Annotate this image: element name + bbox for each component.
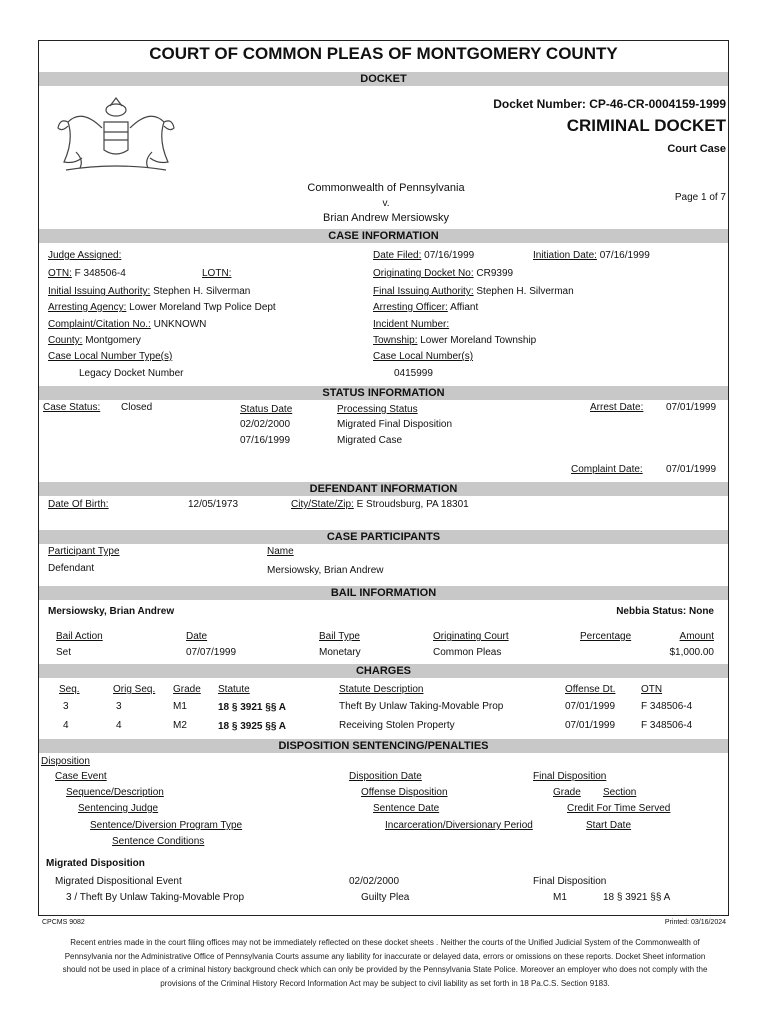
bail-date: 07/07/1999 xyxy=(186,647,237,658)
printed-date: Printed: 03/16/2024 xyxy=(664,919,726,926)
disposition-grade-label: Grade xyxy=(553,787,581,798)
participant-type: Defendant xyxy=(48,563,95,574)
orig-docket-label: Originating Docket No: xyxy=(373,268,474,279)
date-filed-label: Date Filed: xyxy=(373,250,422,261)
complaint-number: UNKNOWN xyxy=(153,319,207,330)
amount-label: Amount xyxy=(679,631,714,642)
event-final-disposition: Final Disposition xyxy=(533,876,607,887)
charge-statute: 18 § 3921 §§ A xyxy=(218,702,287,713)
docket-type: CRIMINAL DOCKET xyxy=(566,116,726,135)
initiation-date: 07/16/1999 xyxy=(599,250,650,261)
start-date-label: Start Date xyxy=(586,820,632,831)
arrest-date: 07/01/1999 xyxy=(666,402,717,413)
initial-authority-label: Initial Issuing Authority: xyxy=(48,286,151,297)
disposition-plea: Guilty Plea xyxy=(361,892,410,903)
case-event-label: Case Event xyxy=(55,771,107,782)
arresting-officer-label: Arresting Officer: xyxy=(373,302,448,313)
program-type-label: Sentence/Diversion Program Type xyxy=(90,820,243,831)
grade-label: Grade xyxy=(173,684,201,695)
sentencing-judge-label: Sentencing Judge xyxy=(78,803,159,814)
status-date-2: 07/16/1999 xyxy=(240,435,291,446)
incarceration-period-label: Incarceration/Diversionary Period xyxy=(385,820,533,831)
dob: 12/05/1973 xyxy=(188,499,239,510)
status-information-bar: STATUS INFORMATION xyxy=(39,386,728,400)
migrated-disposition-title: Migrated Disposition xyxy=(46,858,145,869)
otn-label: OTN: xyxy=(48,268,72,279)
lotn-label: LOTN: xyxy=(202,268,232,279)
township: Lower Moreland Township xyxy=(420,335,537,346)
charge-orig-seq: 4 xyxy=(116,720,122,731)
statute-label: Statute xyxy=(218,684,250,695)
initiation-label: Initiation Date: xyxy=(533,250,597,261)
charge-seq: 4 xyxy=(63,720,69,731)
charge-grade: M2 xyxy=(173,720,187,731)
docket-number: Docket Number: CP-46-CR-0004159-1999 xyxy=(493,97,726,111)
arrest-date-label: Arrest Date: xyxy=(590,402,644,413)
township-label: Township: xyxy=(373,335,418,346)
case-kind: Court Case xyxy=(667,143,726,155)
court-title: COURT OF COMMON PLEAS OF MONTGOMERY COUNTY xyxy=(149,44,618,63)
final-disposition-label: Final Disposition xyxy=(533,771,607,782)
sentence-conditions-label: Sentence Conditions xyxy=(112,836,205,847)
bail-information-bar: BAIL INFORMATION xyxy=(39,586,728,600)
participant-type-label: Participant Type xyxy=(48,546,120,557)
arresting-agency-label: Arresting Agency: xyxy=(48,302,127,313)
status-date-1: 02/02/2000 xyxy=(240,419,291,430)
dispositional-event: Migrated Dispositional Event xyxy=(55,876,182,887)
charge-orig-seq: 3 xyxy=(116,701,122,712)
charge-offense-date: 07/01/1999 xyxy=(565,720,616,731)
orig-docket: CR9399 xyxy=(476,268,514,279)
case-participants-bar: CASE PARTICIPANTS xyxy=(39,530,728,544)
offense-disposition-label: Offense Disposition xyxy=(361,787,448,798)
case-status: Closed xyxy=(121,402,153,413)
local-number: 0415999 xyxy=(394,368,433,379)
sequence-description-label: Sequence/Description xyxy=(66,787,164,798)
county-label: County: xyxy=(48,335,83,346)
processing-status-label: Processing Status xyxy=(337,404,418,415)
initial-authority: Stephen H. Silverman xyxy=(153,286,251,297)
seq-label: Seq. xyxy=(59,684,80,695)
bail-amount: $1,000.00 xyxy=(669,647,714,658)
otn-column-label: OTN xyxy=(641,684,663,695)
county: Montgomery xyxy=(85,335,141,346)
bail-action-label: Bail Action xyxy=(56,631,103,642)
docket-bar: DOCKET xyxy=(39,72,728,86)
arresting-agency: Lower Moreland Twp Police Dept xyxy=(129,302,276,313)
local-type-label: Case Local Number Type(s) xyxy=(48,351,173,362)
local-number-label: Case Local Number(s) xyxy=(373,351,474,362)
disposition-grade: M1 xyxy=(553,892,567,903)
defendant-information-bar: DEFENDANT INFORMATION xyxy=(39,482,728,496)
participant-name: Mersiowsky, Brian Andrew xyxy=(267,565,384,576)
caption-defendant: Brian Andrew Mersiowsky xyxy=(323,212,449,224)
disclaimer-notice: Recent entries made in the court filing offices may not be immediately reflected on these docket sheets . Neither the courts of the Unified Judicial System of the Commonwealth of Pennsylvania nor the Administrative Office of Pennsylvania Courts assume any liability for inaccurate or delayed data, errors or omissions on these reports. Docket Sheet information should not be used in place of a criminal history background check which can only be provided by the Pennsylvania State Police. Moreover an employer who does not comply with the provisions of the Criminal History Record Information Act may be subject to civil liability as set forth in 18 Pa.C.S. Section 9183. xyxy=(62,938,708,988)
nebbia-status: Nebbia Status: None xyxy=(616,606,714,617)
disposition-bar: DISPOSITION SENTENCING/PENALTIES xyxy=(39,739,728,753)
disposition-label: Disposition xyxy=(41,756,90,767)
disposition-item: 3 / Theft By Unlaw Taking-Movable Prop xyxy=(66,892,245,903)
complaint-date-label: Complaint Date: xyxy=(571,464,643,475)
form-number: CPCMS 9082 xyxy=(42,919,85,926)
sentence-date-label: Sentence Date xyxy=(373,803,440,814)
processing-status-2: Migrated Case xyxy=(337,435,403,446)
date-filed: 07/16/1999 xyxy=(424,250,475,261)
page-number: Page 1 of 7 xyxy=(674,192,726,203)
participant-name-label: Name xyxy=(267,546,294,557)
originating-court-label: Originating Court xyxy=(433,631,509,642)
statute-description-label: Statute Description xyxy=(339,684,424,695)
percentage-label: Percentage xyxy=(580,631,632,642)
case-information-bar: CASE INFORMATION xyxy=(39,229,728,243)
event-date: 02/02/2000 xyxy=(349,876,400,887)
pennsylvania-seal-icon xyxy=(46,92,186,176)
disposition-date-label: Disposition Date xyxy=(349,771,422,782)
case-status-label: Case Status: xyxy=(43,402,101,413)
complaint-label: Complaint/Citation No.: xyxy=(48,319,151,330)
judge-label: Judge Assigned: xyxy=(48,250,122,261)
offense-date-label: Offense Dt. xyxy=(565,684,616,695)
caption-versus: v. xyxy=(382,198,390,209)
arresting-officer: Affiant xyxy=(450,302,479,313)
credit-time-served-label: Credit For Time Served xyxy=(567,803,671,814)
processing-status-1: Migrated Final Disposition xyxy=(337,419,453,430)
incident-label: Incident Number: xyxy=(373,319,450,330)
complaint-date: 07/01/1999 xyxy=(666,464,717,475)
local-type: Legacy Docket Number xyxy=(79,368,184,379)
charges-bar: CHARGES xyxy=(39,664,728,678)
city-state-zip: E Stroudsburg, PA 18301 xyxy=(356,499,469,510)
charge-description: Theft By Unlaw Taking-Movable Prop xyxy=(339,701,504,712)
final-authority: Stephen H. Silverman xyxy=(476,286,574,297)
charge-grade: M1 xyxy=(173,701,187,712)
charge-otn: F 348506-4 xyxy=(641,701,693,712)
charge-otn: F 348506-4 xyxy=(641,720,693,731)
charge-seq: 3 xyxy=(63,701,69,712)
charge-statute: 18 § 3925 §§ A xyxy=(218,721,287,732)
caption-plaintiff: Commonwealth of Pennsylvania xyxy=(307,182,465,194)
bail-type: Monetary xyxy=(319,647,361,658)
disposition-section: 18 § 3921 §§ A xyxy=(603,892,671,903)
charge-description: Receiving Stolen Property xyxy=(339,720,455,731)
bail-action: Set xyxy=(56,647,72,658)
charge-offense-date: 07/01/1999 xyxy=(565,701,616,712)
dob-label: Date Of Birth: xyxy=(48,499,109,510)
final-authority-label: Final Issuing Authority: xyxy=(373,286,474,297)
otn-value: F 348506-4 xyxy=(74,268,126,279)
originating-court: Common Pleas xyxy=(433,647,502,658)
bail-person: Mersiowsky, Brian Andrew xyxy=(48,606,175,617)
status-date-label: Status Date xyxy=(240,404,293,415)
disposition-section-label: Section xyxy=(603,787,637,798)
bail-type-label: Bail Type xyxy=(319,631,360,642)
orig-seq-label: Orig Seq. xyxy=(113,684,156,695)
bail-date-label: Date xyxy=(186,631,208,642)
city-state-zip-label: City/State/Zip: xyxy=(291,499,354,510)
